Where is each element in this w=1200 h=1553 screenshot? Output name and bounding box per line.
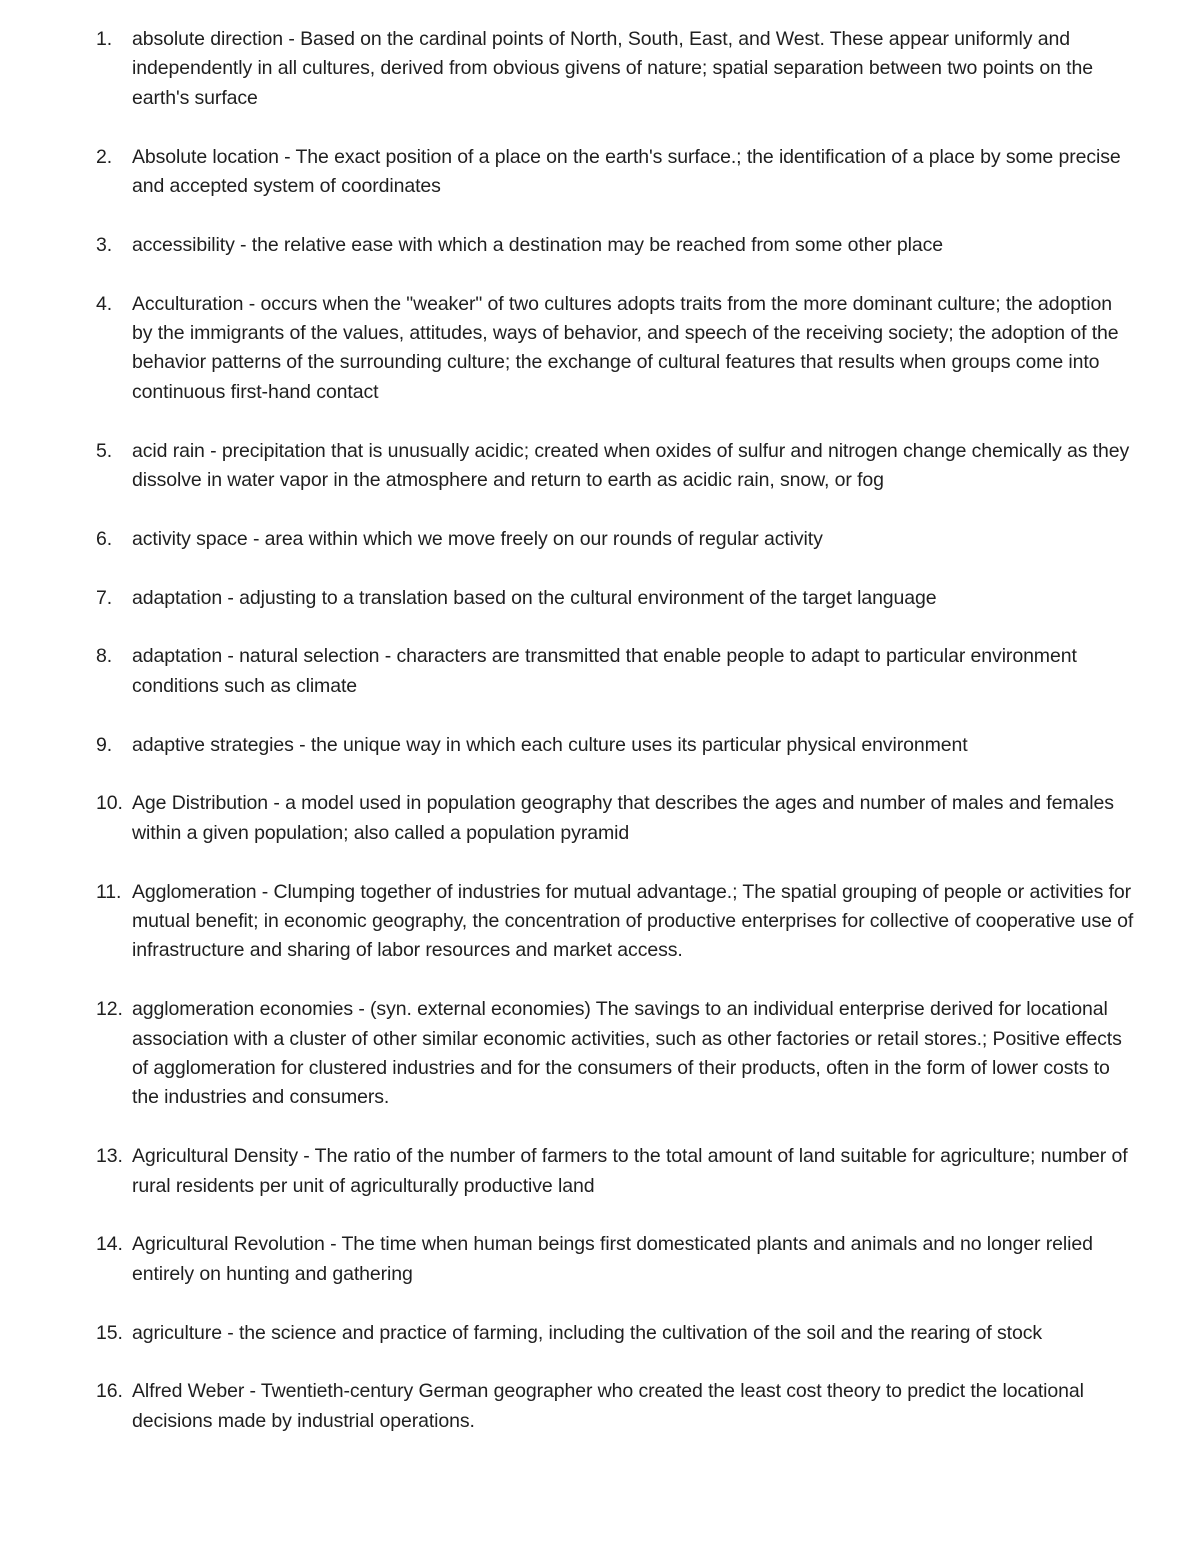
list-item xyxy=(96,143,1136,202)
item-number: 15. xyxy=(96,1321,123,1344)
item-text: Agricultural Revolution - The time when human beings first domesticated plants and animals and no longer relied entirely on hunting and gathering xyxy=(132,1233,1093,1285)
item-number: 1. xyxy=(96,28,113,50)
list-item xyxy=(96,995,1136,1113)
item-text: Agricultural Density - The ratio of the number of farmers to the total amount of land suitable for agriculture; number of rural residents per unit of agriculturally productive land xyxy=(132,1145,1128,1197)
list-item xyxy=(96,1230,1136,1289)
item-number: 8. xyxy=(96,645,113,668)
item-number: 4. xyxy=(96,292,113,315)
item-number: 12. xyxy=(96,998,123,1021)
item-number: 6. xyxy=(96,527,113,550)
list-item xyxy=(96,642,1136,701)
item-text: Age Distribution - a model used in population geography that describes the ages and number of males and females within a given population; also called a population pyramid xyxy=(132,792,1114,844)
item-number: 10. xyxy=(96,792,123,815)
item-text: accessibility - the relative ease with which a destination may be reached from some other place xyxy=(132,233,943,256)
list-item xyxy=(96,1319,1136,1348)
item-text: adaptation - adjusting to a translation based on the cultural environment of the target language xyxy=(132,586,937,609)
item-text: adaptive strategies - the unique way in which each culture uses its particular physical environment xyxy=(132,733,968,756)
item-number: 13. xyxy=(96,1145,123,1168)
item-number: 5. xyxy=(96,439,113,462)
item-number: 7. xyxy=(96,586,113,609)
list-item xyxy=(96,731,1136,760)
list-item xyxy=(96,525,1136,554)
item-text: acid rain - precipitation that is unusually acidic; created when oxides of sulfur and nitrogen change chemically as they dissolve in water vapor in the atmosphere and return to earth as acidic rain, snow, or fog xyxy=(132,439,1130,492)
list-item xyxy=(96,437,1136,496)
list-item xyxy=(96,878,1136,966)
item-number: 9. xyxy=(96,733,113,756)
item-text: agriculture - the science and practice of farming, including the cultivation of the soil and the rearing of stock xyxy=(132,1321,1043,1344)
list-item xyxy=(96,25,1136,113)
list-item xyxy=(96,584,1136,613)
item-number: 3. xyxy=(96,233,113,256)
item-text: Alfred Weber - Twentieth-century German geographer who created the least cost theory to predict the locational decisions made by industrial operations. xyxy=(132,1380,1084,1432)
list-item xyxy=(96,1142,1136,1201)
list-item xyxy=(96,231,1136,260)
list-item xyxy=(96,290,1136,408)
item-text: Acculturation - occurs when the "weaker" of two cultures adopts traits from the more dominant culture; the adoption by the immigrants of the values, attitudes, ways of behavior, and speech of the receiving society; the adoption of the behavior patterns of the surrounding culture; the exchange of cultural features that results when groups come into continuous first-hand contact xyxy=(132,292,1119,403)
item-text: Agglomeration - Clumping together of industries for mutual advantage.; The spatial grouping of people or activities for mutual benefit; in economic geography, the concentration of productive enterprises for collective of cooperative use of infrastructure and sharing of labor resources and market access. xyxy=(132,880,1134,962)
list-item xyxy=(96,1377,1136,1436)
item-number: 2. xyxy=(96,145,113,168)
item-number: 11. xyxy=(96,880,122,903)
item-text: Absolute location - The exact position of a place on the earth's surface.; the identification of a place by some precise and accepted system of coordinates xyxy=(132,145,1121,198)
list-item xyxy=(96,789,1136,848)
item-text: absolute direction - Based on the cardinal points of North, South, East, and West. These appear uniformly and independently in all cultures, derived from obvious givens of nature; spatial separation between two points on the earth's surface xyxy=(132,28,1093,109)
item-text: activity space - area within which we move freely on our rounds of regular activity xyxy=(132,527,823,550)
item-number: 16. xyxy=(96,1380,123,1403)
glossary-list xyxy=(96,25,1136,1466)
item-number: 14. xyxy=(96,1233,123,1256)
item-text: agglomeration economies - (syn. external economies) The savings to an individual enterprise derived for locational association with a cluster of other similar economic activities, such as other factories or retail stores.; Positive effects of agglomeration for clustered industries and for the consumers of their products, often in the form of lower costs to the industries and consumers. xyxy=(132,998,1122,1109)
item-text: adaptation - natural selection - characters are transmitted that enable people to adapt to particular environment conditions such as climate xyxy=(132,645,1077,697)
